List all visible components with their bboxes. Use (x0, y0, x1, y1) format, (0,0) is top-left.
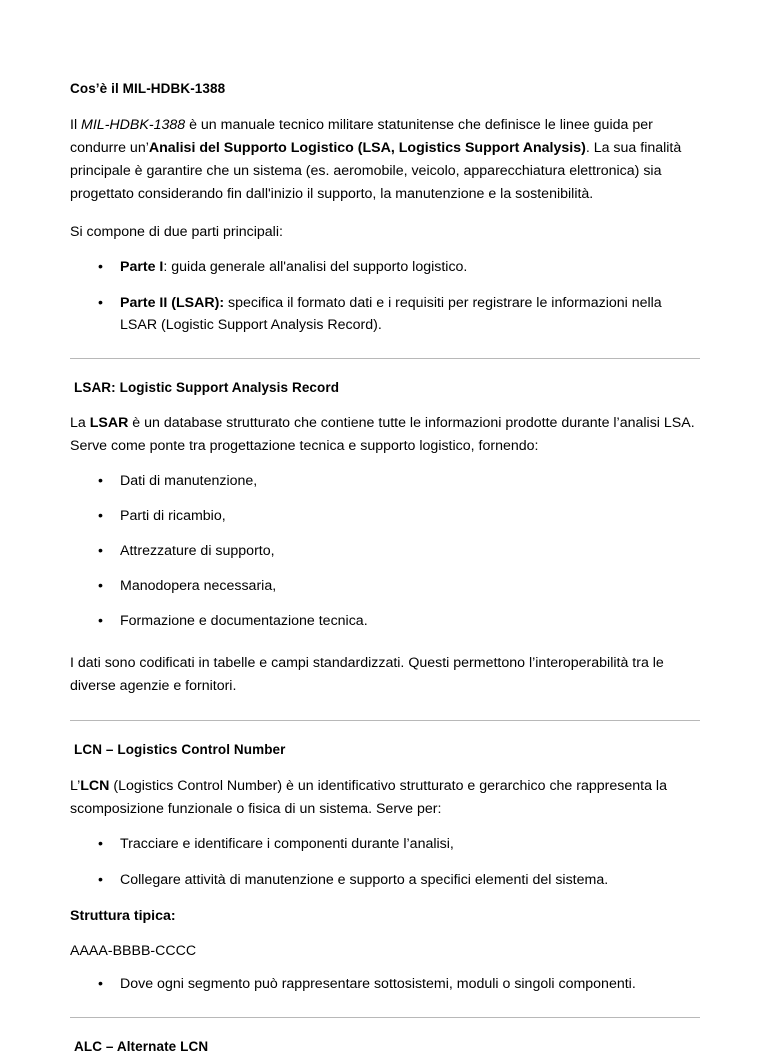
standard-name: MIL-HDBK-1388 (81, 117, 186, 134)
lcn-list (70, 833, 700, 891)
lsar-paragraph (70, 412, 700, 458)
lcn-lead: L’ (70, 777, 81, 794)
structure-value: AAAA-BBBB-CCCC (70, 942, 197, 959)
lcn-paragraph (70, 775, 700, 821)
list-item (70, 575, 700, 597)
section-divider (70, 720, 700, 721)
structure-list (70, 973, 700, 995)
section-heading-alc: ALC – Alternate LCN (74, 1038, 209, 1054)
structure-label: Struttura tipica: (70, 907, 176, 924)
list-item (70, 833, 700, 855)
parts-list (70, 256, 700, 336)
page-title: Cos’è il MIL-HDBK-1388 (70, 81, 226, 96)
list-item (70, 470, 700, 492)
list-item (70, 610, 700, 632)
lsar-closing-paragraph: I dati sono codificati in tabelle e campi standardizzati. Questi permettono l’interoperabilità tra le diverse agenzie e fornitori. (70, 655, 664, 695)
list-item (70, 540, 700, 562)
intro-text-1: è un manuale tecnico militare statunitense che definisce le linee guida per condurre un’ (70, 117, 653, 157)
bullet-icon: • (98, 543, 103, 560)
intro-text-2: . La sua finalità principale è garantire che un sistema (es. aeromobile, veicolo, apparecchiatura elettronica) sia progettato considerando fin dall'inizio il supporto, la manutenzione e la sostenibilità. (70, 140, 682, 203)
section-divider (70, 358, 700, 359)
lcn-bold: LCN (80, 777, 110, 794)
bullet-icon: • (98, 508, 103, 525)
bullet-icon: • (98, 578, 103, 595)
list-item (70, 973, 700, 995)
part-text: specifica il formato dati e i requisiti per registrare le informazioni nella LSAR (Logistic Support Analysis Record). (120, 295, 662, 334)
lsar-text: è un database strutturato che contiene tutte le informazioni prodotte durante l’analisi LSA. Serve come ponte tra progettazione tecnica e supporto logistico, fornendo: (70, 415, 695, 455)
bullet-icon: • (98, 613, 103, 630)
bullet-icon: • (98, 259, 103, 276)
parts-intro: Si compone di due parti principali: (70, 224, 283, 241)
part-label: Parte II (LSAR): (120, 295, 225, 312)
list-item-label: Dati di manutenzione, (120, 473, 258, 490)
list-item-label: Dove ogni segmento può rappresentare sottosistemi, moduli o singoli componenti. (120, 975, 636, 992)
lsar-bold: LSAR (89, 415, 129, 432)
section-divider (70, 1017, 700, 1018)
list-item (70, 505, 700, 527)
list-item-label: Attrezzature di supporto, (120, 543, 275, 560)
list-item-label: Parti di ricambio, (120, 508, 226, 525)
lsar-list (70, 470, 700, 632)
intro-paragraph (70, 114, 700, 206)
list-item-label: Collegare attività di manutenzione e supporto a specifici elementi del sistema. (120, 871, 609, 888)
intro-bold-lsa: Analisi del Supporto Logistico (LSA, Logistics Support Analysis) (148, 140, 586, 157)
list-item (70, 869, 700, 891)
lsar-lead: La (70, 415, 90, 432)
list-item (70, 292, 700, 336)
lcn-text: (Logistics Control Number) è un identificativo strutturato e gerarchico che rappresenta la scomposizione funzionale o fisica di un sistema. Serve per: (70, 777, 667, 817)
bullet-icon: • (98, 295, 103, 312)
section-heading-lsar: LSAR: Logistic Support Analysis Record (74, 380, 340, 396)
intro-lead: Il (70, 117, 82, 134)
list-item (70, 256, 700, 278)
bullet-icon: • (98, 835, 103, 852)
section-heading-lcn: LCN – Logistics Control Number (74, 742, 286, 758)
list-item-label: Formazione e documentazione tecnica. (120, 613, 368, 630)
list-item-label: Manodopera necessaria, (120, 578, 277, 595)
bullet-icon: • (98, 871, 103, 888)
bullet-icon: • (98, 975, 103, 992)
bullet-icon: • (98, 473, 103, 490)
part-text: : guida generale all'analisi del supporto logistico. (163, 259, 468, 276)
list-item-label: Tracciare e identificare i componenti durante l’analisi, (120, 835, 454, 852)
part-label: Parte I (120, 259, 164, 276)
